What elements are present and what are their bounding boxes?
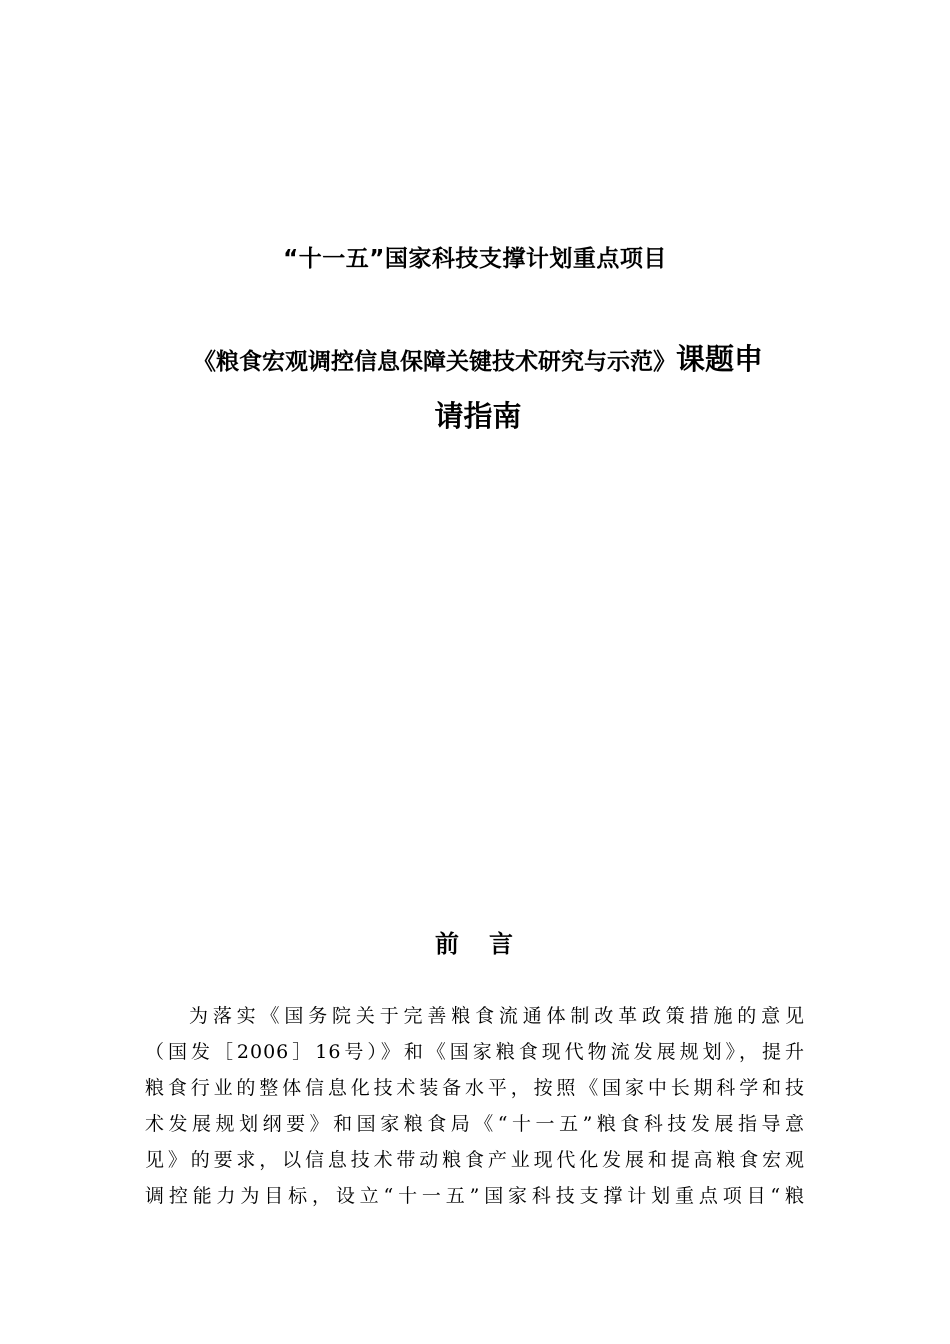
paragraph-line: 为落实《国务院关于完善粮食流通体制改革政策措施的意见 (189, 1005, 805, 1027)
guide-title-part1: 《粮食宏观调控信息保障关键技术研究与示范》 (192, 349, 676, 375)
guide-title-part2: 课题申 (675, 342, 763, 376)
preface-heading-char1: 前 (435, 930, 461, 958)
paragraph-line: 术发展规划纲要》和国家粮食局《“十一五”粮食科技发展指导意 (145, 1113, 805, 1135)
paragraph-line: （国发［2006］16号）》和《国家粮食现代物流发展规划》，提升 (145, 1041, 805, 1063)
paragraph-line: 见》的要求，以信息技术带动粮食产业现代化发展和提高粮食宏观 (145, 1149, 805, 1171)
preface-paragraph (145, 998, 805, 1214)
paragraph-line: 粮食行业的整体信息化技术装备水平，按照《国家中长期科学和技 (145, 1077, 805, 1099)
preface-heading (0, 924, 950, 959)
guide-title (148, 333, 808, 447)
project-title: “十一五”国家科技支撑计划重点项目 (283, 246, 667, 272)
paragraph-line: 调控能力为目标，设立“十一五”国家科技支撑计划重点项目“粮 (145, 1185, 805, 1207)
preface-heading-char2: 言 (489, 930, 515, 958)
guide-title-part3: 请指南 (434, 399, 522, 433)
